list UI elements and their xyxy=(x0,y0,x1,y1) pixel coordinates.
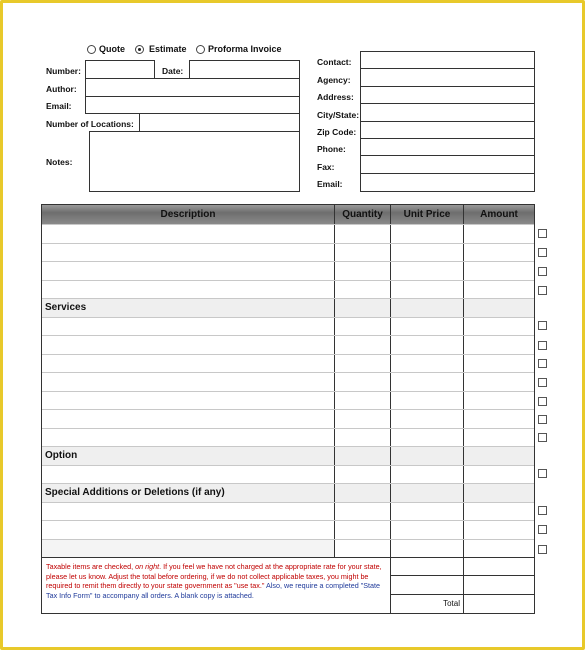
description-header: Description xyxy=(42,205,335,224)
author-label: Author: xyxy=(46,84,77,94)
agency-field[interactable] xyxy=(361,69,534,86)
table-row[interactable] xyxy=(42,409,534,428)
author-field[interactable] xyxy=(85,78,300,97)
number-label: Number: xyxy=(46,66,81,76)
special-additions-heading: Special Additions or Deletions (if any) xyxy=(42,484,335,502)
contact-email-label: Email: xyxy=(317,179,343,189)
taxable-checkbox[interactable] xyxy=(538,229,547,238)
taxable-checkbox[interactable] xyxy=(538,506,547,515)
number-field[interactable] xyxy=(85,60,155,79)
taxable-checkbox[interactable] xyxy=(538,378,547,387)
city-state-field[interactable] xyxy=(361,104,534,121)
table-row[interactable] xyxy=(42,317,534,336)
notes-label: Notes: xyxy=(46,157,73,167)
table-row[interactable] xyxy=(42,428,534,447)
total-label: Total xyxy=(390,595,464,613)
phone-label: Phone: xyxy=(317,144,346,154)
quantity-header: Quantity xyxy=(335,205,391,224)
table-row[interactable] xyxy=(42,335,534,354)
special-section-row xyxy=(42,483,534,502)
contact-label: Contact: xyxy=(317,57,352,67)
fax-label: Fax: xyxy=(317,162,335,172)
quote-radio[interactable] xyxy=(87,45,96,54)
address-label: Address: xyxy=(317,92,354,102)
taxable-checkbox[interactable] xyxy=(538,469,547,478)
quote-label: Quote xyxy=(99,44,125,54)
totals-footer xyxy=(41,557,535,614)
total-value[interactable] xyxy=(464,595,534,613)
tax-note: Taxable items are checked, on right. If you feel we have not charged at the appropriate rate for your state, please let us know. Adjust the total before ordering, if we do not collect applicable taxes, you might be required to remit them directly to your state government as "use tax." Also, we require a completed "State Tax Info Form" to accompany all orders. A blank copy is attached. xyxy=(46,562,382,600)
total-row xyxy=(390,595,534,613)
taxable-checkbox[interactable] xyxy=(538,415,547,424)
table-row[interactable] xyxy=(42,520,534,539)
table-row[interactable] xyxy=(42,539,534,558)
taxable-checkbox[interactable] xyxy=(538,433,547,442)
table-row[interactable] xyxy=(42,243,534,262)
table-row[interactable] xyxy=(42,261,534,280)
contact-fields xyxy=(360,51,535,192)
amount-header: Amount xyxy=(480,209,518,220)
zip-code-label: Zip Code: xyxy=(317,127,357,137)
table-row[interactable] xyxy=(42,465,534,484)
services-heading: Services xyxy=(42,299,335,317)
taxable-checkbox[interactable] xyxy=(538,248,547,257)
tax-row xyxy=(390,576,534,594)
table-header xyxy=(42,205,534,224)
taxable-checkbox[interactable] xyxy=(538,321,547,330)
option-section-row xyxy=(42,446,534,465)
estimate-radio[interactable] xyxy=(135,45,144,54)
locations-field[interactable] xyxy=(139,113,300,132)
contact-field[interactable] xyxy=(361,52,534,69)
phone-field[interactable] xyxy=(361,139,534,156)
taxable-checkbox[interactable] xyxy=(538,525,547,534)
date-field[interactable] xyxy=(189,60,300,79)
zip-code-field[interactable] xyxy=(361,122,534,139)
taxable-checkbox[interactable] xyxy=(538,397,547,406)
services-section-row xyxy=(42,298,534,317)
table-row[interactable] xyxy=(42,502,534,521)
estimate-label: Estimate xyxy=(149,44,187,54)
table-row[interactable] xyxy=(42,354,534,373)
agency-label: Agency: xyxy=(317,75,351,85)
totals-grid xyxy=(390,558,534,613)
unit-price-header: Unit Price xyxy=(391,205,464,224)
table-row[interactable] xyxy=(42,391,534,410)
notes-field[interactable] xyxy=(89,131,300,192)
tax-value[interactable] xyxy=(464,576,534,593)
email-label: Email: xyxy=(46,101,72,111)
taxable-checkbox[interactable] xyxy=(538,359,547,368)
locations-label: Number of Locations: xyxy=(46,119,134,129)
table-row[interactable] xyxy=(42,224,534,243)
city-state-label: City/State: xyxy=(317,110,360,120)
taxable-checkbox[interactable] xyxy=(538,267,547,276)
table-row[interactable] xyxy=(42,280,534,299)
fax-field[interactable] xyxy=(361,156,534,173)
email-field[interactable] xyxy=(85,96,300,114)
contact-email-field[interactable] xyxy=(361,174,534,191)
address-field[interactable] xyxy=(361,87,534,104)
option-heading: Option xyxy=(42,447,335,465)
line-items-table xyxy=(41,204,535,558)
proforma-invoice-label: Proforma Invoice xyxy=(208,44,282,54)
subtotal-row xyxy=(390,558,534,576)
date-label: Date: xyxy=(162,66,184,76)
taxable-checkbox[interactable] xyxy=(538,286,547,295)
taxable-checkbox[interactable] xyxy=(538,545,547,554)
taxable-checkbox[interactable] xyxy=(538,341,547,350)
proforma-invoice-radio[interactable] xyxy=(196,45,205,54)
table-row[interactable] xyxy=(42,372,534,391)
subtotal-value[interactable] xyxy=(464,558,534,575)
